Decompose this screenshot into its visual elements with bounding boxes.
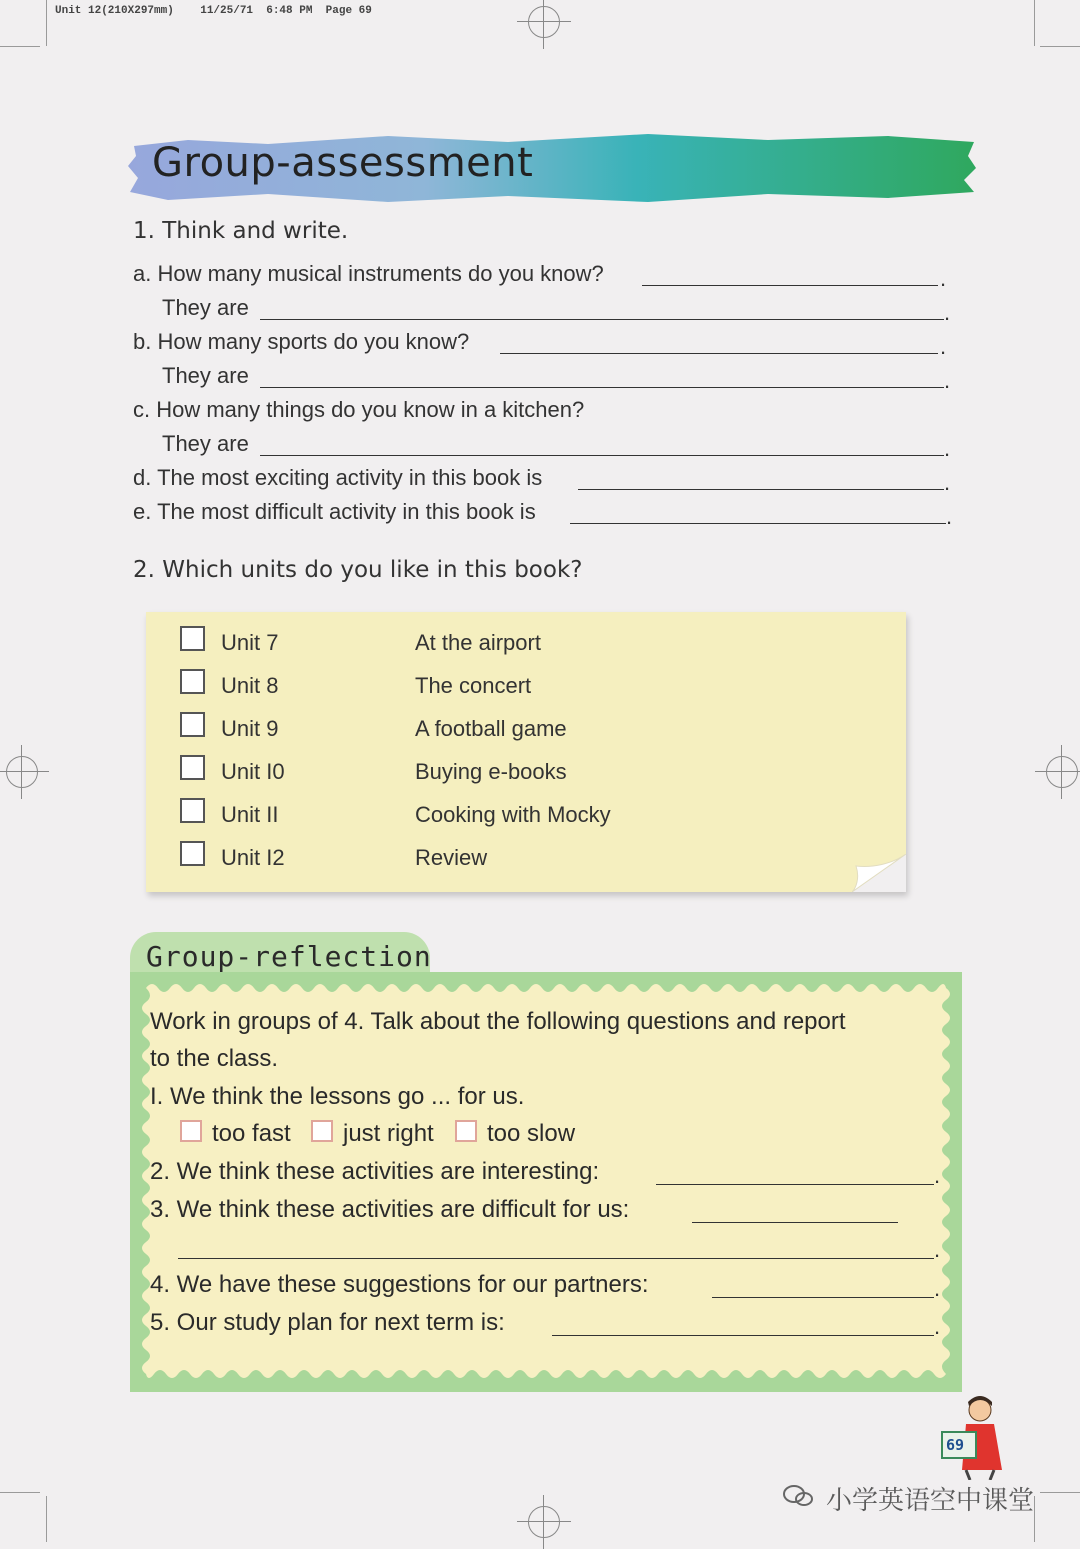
followup-a: They are: [162, 295, 249, 320]
reflection-q4: 4. We have these suggestions for our partners:: [150, 1271, 649, 1298]
registration-mark: [6, 756, 38, 788]
unit-topic: The concert: [415, 673, 532, 698]
answer-line[interactable]: [178, 1258, 934, 1259]
unit-checkbox[interactable]: [180, 712, 205, 737]
unit-checkbox[interactable]: [180, 669, 205, 694]
question-e: e. The most difficult activity in this book is: [133, 499, 536, 524]
registration-mark: [528, 6, 560, 38]
crop-mark: [1034, 1496, 1035, 1542]
unit-label: Unit I0: [221, 759, 285, 784]
followup-c: They are: [162, 431, 249, 456]
textbook-page: Unit 12(210X297mm) 11/25/71 6:48 PM Page 69 Group-assessment 1. Think and write. a. How many musical instruments do you know? . They are . b. How many sports do you know? . They are . c. How many things do you know in a kitchen? They are . d. The most exciting activity in this book is . e. The most difficult activity in this book is . 2. Which units do you like in this book? Unit 7 At the airport Unit 8 The concert Unit 9 A football game Unit I0 Buying e-books Unit II Cooking with Mocky Unit I2 Review Group-reflection Work in groups of 4. Talk about the following questions and report to the class. I. We think the lessons go ... for us. too fast just right too slow 2. We think these activities are interesting: . 3. We think these activities are difficult for us: . 4. We have these suggestions for our partners: . 5. Our study plan for next term is: . 69 小学英语空中课堂: [0, 0, 1080, 1542]
crop-mark: [1040, 46, 1080, 47]
reflection-q5: 5. Our study plan for next term is:: [150, 1309, 505, 1336]
page-title: Group-assessment: [152, 140, 534, 186]
crop-mark: [1040, 1492, 1080, 1493]
option-label: too slow: [487, 1120, 576, 1147]
answer-line[interactable]: [692, 1222, 898, 1223]
answer-line[interactable]: [260, 455, 944, 456]
reflection-q3: 3. We think these activities are difficult for us:: [150, 1196, 630, 1223]
unit-checkbox[interactable]: [180, 798, 205, 823]
page-number: 69: [946, 1436, 965, 1454]
question-c: c. How many things do you know in a kitchen?: [133, 397, 585, 422]
crop-mark: [1034, 0, 1035, 46]
unit-topic: At the airport: [415, 630, 541, 655]
reflection-q2: 2. We think these activities are interesting:: [150, 1158, 600, 1185]
crop-mark: [0, 46, 40, 47]
crop-mark: [46, 0, 47, 46]
crop-mark: [46, 1496, 47, 1542]
section2-heading: 2. Which units do you like in this book?: [133, 557, 583, 583]
answer-line[interactable]: [642, 285, 938, 286]
reflection-title: Group-reflection: [146, 940, 432, 973]
print-header: Unit 12(210X297mm) 11/25/71 6:48 PM Page 69: [55, 5, 372, 17]
section1-heading: 1. Think and write.: [133, 218, 349, 244]
unit-label: Unit II: [221, 802, 279, 827]
unit-label: Unit 7: [221, 630, 279, 655]
reflection-intro-cont: to the class.: [150, 1045, 279, 1072]
wechat-icon: [782, 1484, 814, 1508]
unit-label: Unit 9: [221, 716, 279, 741]
unit-topic: Cooking with Mocky: [415, 802, 611, 827]
unit-checkbox[interactable]: [180, 626, 205, 651]
unit-topic: Review: [415, 845, 488, 870]
question-a: a. How many musical instruments do you know?: [133, 261, 604, 286]
answer-line[interactable]: [712, 1297, 934, 1298]
unit-topic: A football game: [415, 716, 567, 741]
unit-topic: Buying e-books: [415, 759, 567, 784]
option-checkbox[interactable]: [180, 1120, 202, 1142]
followup-b: They are: [162, 363, 249, 388]
answer-line[interactable]: [552, 1335, 934, 1336]
unit-label: Unit I2: [221, 845, 285, 870]
answer-line[interactable]: [570, 523, 946, 524]
option-checkbox[interactable]: [455, 1120, 477, 1142]
answer-line[interactable]: [260, 387, 944, 388]
option-checkbox[interactable]: [311, 1120, 333, 1142]
crop-mark: [0, 1492, 40, 1493]
option-label: too fast: [212, 1120, 291, 1147]
unit-label: Unit 8: [221, 673, 279, 698]
question-b: b. How many sports do you know?: [133, 329, 470, 354]
question-d: d. The most exciting activity in this book is: [133, 465, 543, 490]
answer-line[interactable]: [656, 1184, 934, 1185]
page-curl: [852, 854, 906, 892]
answer-line[interactable]: [578, 489, 944, 490]
unit-checkbox[interactable]: [180, 755, 205, 780]
option-label: just right: [343, 1120, 434, 1147]
watermark-text: 小学英语空中课堂: [826, 1485, 1035, 1515]
answer-line[interactable]: [500, 353, 938, 354]
registration-mark: [528, 1506, 560, 1538]
answer-line[interactable]: [260, 319, 944, 320]
registration-mark: [1046, 756, 1078, 788]
reflection-q1: I. We think the lessons go ... for us.: [150, 1083, 525, 1110]
unit-checkbox[interactable]: [180, 841, 205, 866]
reflection-intro: Work in groups of 4. Talk about the following questions and report: [150, 1008, 846, 1035]
